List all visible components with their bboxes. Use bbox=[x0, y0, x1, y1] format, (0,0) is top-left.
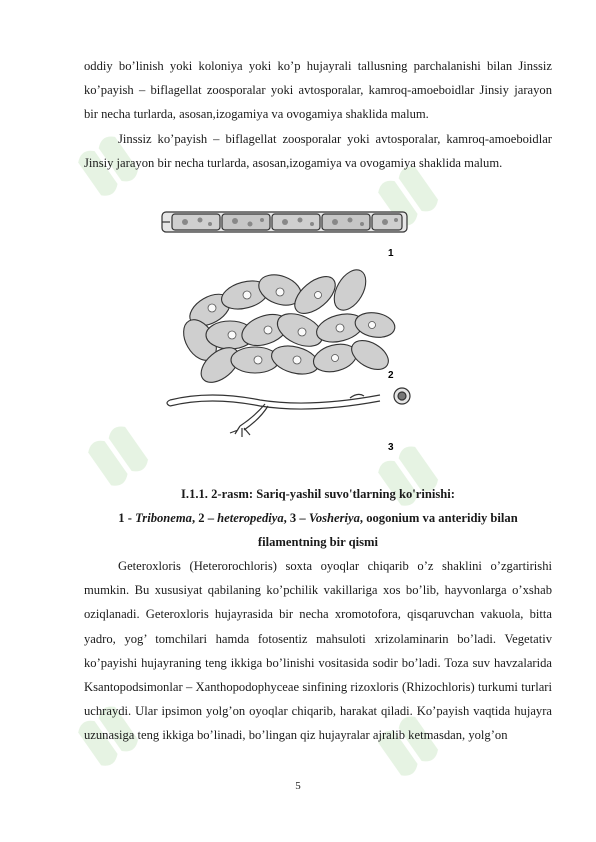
paragraph: oddiy bo’linish yoki koloniya yoki ko’p hujayrali tallusning parchalanishi bilan Jinssiz ko’payish – biflagellat zoosporalar yoki avtosporalar, kamroq-amoeboidlar Jinsiy jarayon bir necha turlarda, asosan,izogamiya va ovogamiya shaklida malum. bbox=[84, 59, 552, 122]
figure-label-2: 2 bbox=[388, 370, 394, 381]
caption-separator: , 3 – bbox=[283, 511, 309, 525]
caption-suffix: , oogonium va anteridiy bilan bbox=[359, 511, 518, 525]
figure-label-3: 3 bbox=[388, 442, 394, 453]
heteropediya-colony-drawing bbox=[177, 264, 397, 389]
top-text-block bbox=[84, 54, 552, 175]
paragraph: Jinssiz ko’payish – biflagellat zoosporalar yoki avtosporalar, kamroq-amoeboidlar Jinsiy jarayon bir necha turlarda, asosan,izogamiya va ovogamiya shaklida malum. bbox=[84, 131, 552, 170]
paragraph: Geteroxloris (Heterorochloris) soxta oyoqlar chiqarib o’z shaklini o’zgartirishi mumkin. Bu xususiyat qabilaning ko’pchilik vakillariga xos bo’lib, hayvonlarga o’xshab oziqlanadi. Geteroxloris hujayrasida bir necha xromotofora, qisqaruvchan vakuola, bitta yadro, yog’ tomchilari hamda fotosentiz mahsuloti xrizolaminarin bo’ladi. Vegetativ ko’payishi hujayraning teng ikkiga bo’linishi vositasida sodir bo’ladi. Toza suv havzalarida Ksantopodsimonlar – Xanthopodophyceae sinfining rizoxloris (Rhizochloris) turkumi turlari uchraydi. Ular ipsimon yolg’on oyoqlar chiqarib, harakat qiladi. Ko’payish vaqtida hujayra uzunasiga teng ikkiga bo’linadi, bo’lingan qiz hujayralar ajralib ketmasdan, yolg’on bbox=[84, 559, 552, 743]
figure-label-1: 1 bbox=[388, 248, 394, 259]
figure-caption bbox=[84, 482, 552, 554]
algae-illustration bbox=[150, 200, 420, 460]
page-number: 5 bbox=[295, 780, 301, 792]
caption-line-3: filamentning bir qismi bbox=[257, 535, 379, 549]
caption-species-1: Tribonema bbox=[135, 511, 192, 525]
caption-species-2: heteropediya bbox=[217, 511, 284, 525]
vosheriya-filament-drawing bbox=[167, 388, 410, 437]
caption-species-3: Vosheriya bbox=[308, 511, 360, 525]
bottom-text-block bbox=[84, 554, 552, 748]
caption-legend bbox=[84, 506, 552, 530]
caption-separator: , 2 – bbox=[191, 511, 218, 525]
caption-prefix: 1 - bbox=[118, 511, 136, 525]
caption-title: I.1.1. 2-rasm: Sariq-yashil suvo'tlarning ko'rinishi: bbox=[181, 487, 455, 501]
tribonema-filament-drawing bbox=[162, 212, 407, 232]
